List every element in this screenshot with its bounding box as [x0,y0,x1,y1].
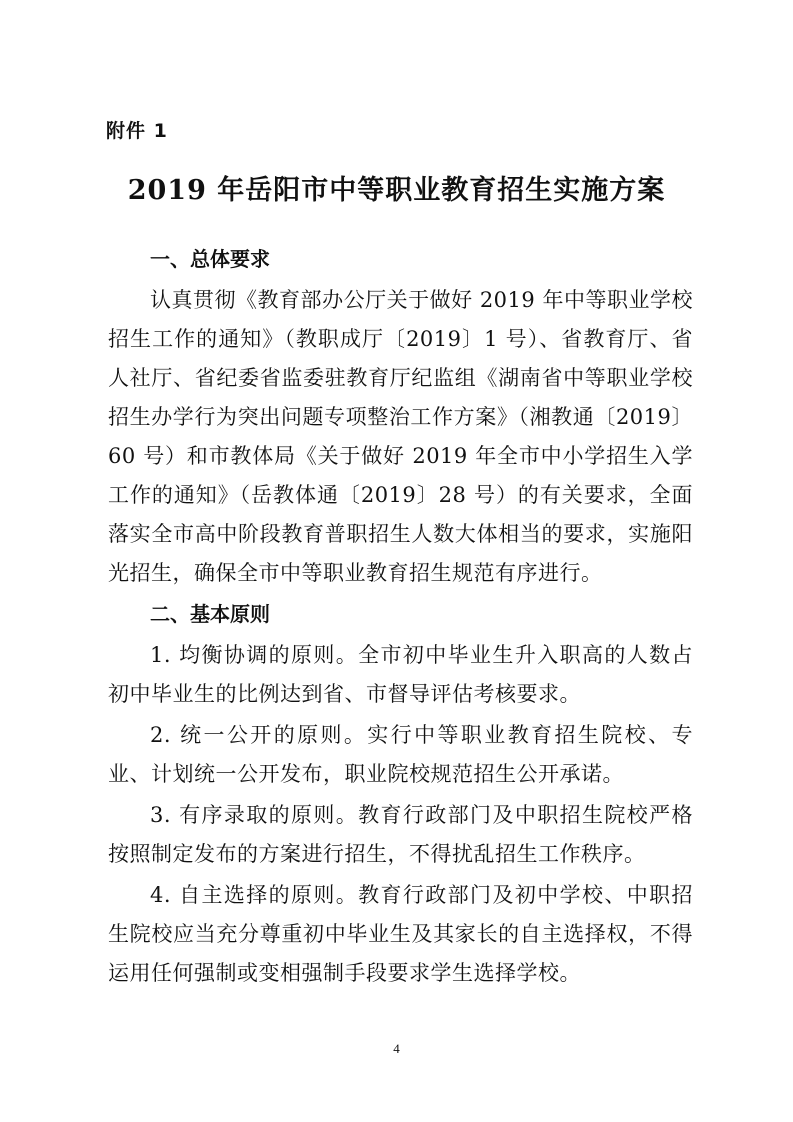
paragraph: 4. 自主选择的原则。教育行政部门及初中学校、中职招生院校应当充分尊重初中毕业生及其家长的自主选择权，不得运用任何强制或变相强制手段要求学生选择学校。 [108,883,693,985]
section-heading: 二、基本原则 [150,602,270,626]
document-title: 2019 年岳阳市中等职业教育招生实施方案 [127,175,666,206]
page-number: 4 [393,1041,400,1056]
paragraph: 3. 有序录取的原则。教育行政部门及中职招生院校严格按照制定发布的方案进行招生，不得扰乱招生工作秩序。 [108,803,693,866]
section-heading: 一、总体要求 [150,247,270,271]
paragraph: 1. 均衡协调的原则。全市初中毕业生升入职高的人数占初中毕业生的比例达到省、市督导评估考核要求。 [108,643,693,706]
attachment-label: 附件 1 [106,120,168,142]
paragraph: 认真贯彻《教育部办公厅关于做好 2019 年中等职业学校招生工作的通知》（教职成厅〔2019〕1 号）、省教育厅、省人社厅、省纪委省监委驻教育厅纪监组《湖南省中等职业学校招生办学行为突出问题专项整治工作方案》（湘教通〔2019〕60 号）和市教体局《关于做好 2019 年全市中小学招生入学工作的通知》（岳教体通〔2019〕28 号）的有关要求，全面落实全市高中阶段教育普职招生人数大体相当的要求，实施阳光招生，确保全市中等职业教育招生规范有序进行。 [108,288,693,585]
document-body [108,240,693,995]
paragraph: 2. 统一公开的原则。实行中等职业教育招生院校、专业、计划统一公开发布，职业院校规范招生公开承诺。 [108,723,693,786]
